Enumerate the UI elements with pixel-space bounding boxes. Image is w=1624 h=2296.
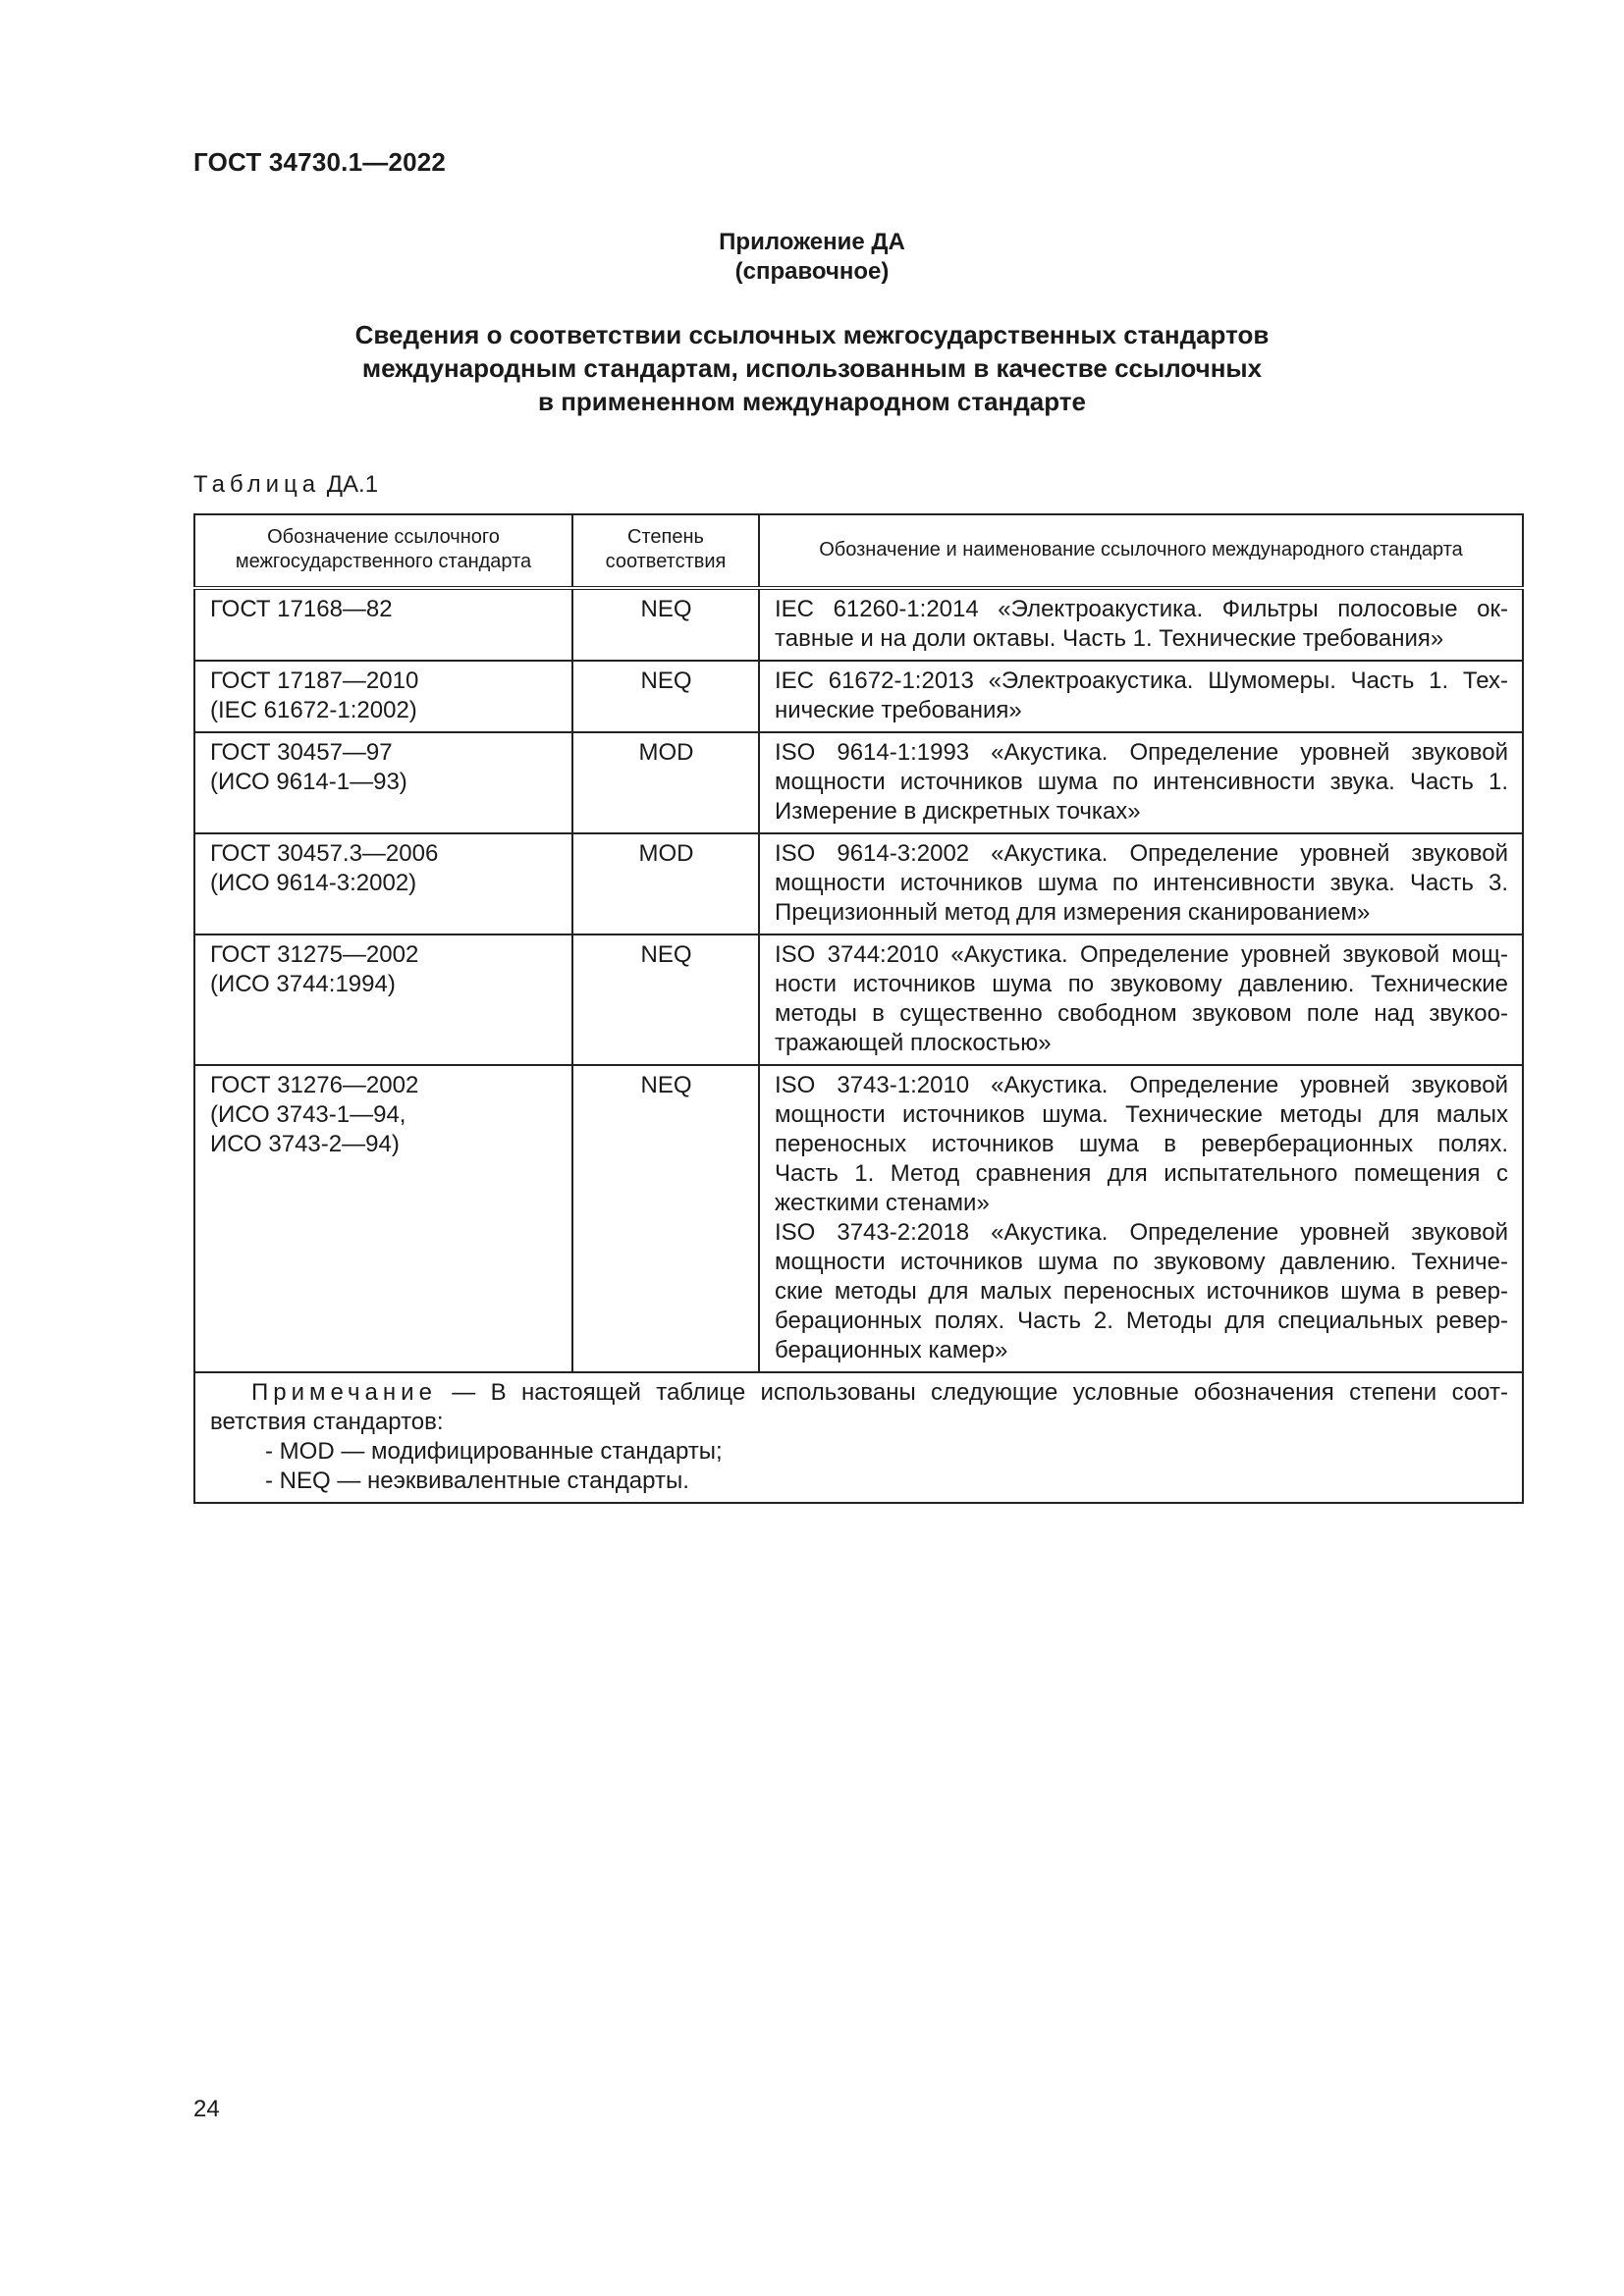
- note-text: [210, 1378, 1508, 1437]
- cell-designation: [194, 1065, 572, 1372]
- standard-line: берационных камер»: [775, 1337, 1008, 1363]
- standard-line: нические требования»: [775, 697, 1022, 723]
- designation-line: ГОСТ 31276—2002: [210, 1072, 419, 1098]
- designation-line: ГОСТ 30457—97: [210, 739, 393, 766]
- cell-degree: MOD: [572, 732, 759, 833]
- standard-line: жесткими стенами»: [775, 1190, 990, 1216]
- note-label: Примечание: [251, 1379, 437, 1406]
- standard-line: берационных полях. Часть 2. Методы для специальных ревер-: [775, 1308, 1508, 1334]
- designation-line: (ИСО 3743-1—94,: [210, 1101, 406, 1128]
- cell-designation: [194, 934, 572, 1065]
- page-number: 24: [193, 2096, 220, 2122]
- cell-international-standard: [759, 732, 1523, 833]
- note-item: - NEQ — неэквивалентные стандарты.: [265, 1468, 689, 1494]
- cell-international-standard: [759, 661, 1523, 732]
- cell-international-standard: [759, 588, 1523, 661]
- designation-line: (ИСО 9614-3:2002): [210, 870, 417, 896]
- table-label-number: ДА.1: [326, 471, 379, 498]
- cell-degree: NEQ: [572, 588, 759, 661]
- cell-degree: NEQ: [572, 934, 759, 1065]
- standard-line: методы в существенно свободном звуковом поле над звукоо-: [775, 1000, 1508, 1027]
- header-line: межгосударственного стандарта: [235, 551, 532, 572]
- cell-degree: NEQ: [572, 1065, 759, 1372]
- table-row: [194, 588, 1523, 661]
- standard-line: Часть 1. Метод сравнения для испытательного помещения с: [775, 1160, 1508, 1187]
- standard-line: ISO 9614-1:1993 «Акустика. Определение уровней звуковой: [775, 739, 1508, 766]
- standard-line: Прецизионный метод для измерения сканированием»: [775, 899, 1371, 926]
- appendix-label: Приложение ДА: [719, 229, 905, 255]
- standard-line: мощности источников шума. Технические методы для малых: [775, 1101, 1508, 1128]
- standard-line: ISO 3744:2010 «Акустика. Определение уровней звуковой мощ-: [775, 941, 1508, 968]
- table-note: [194, 1372, 1523, 1503]
- cell-international-standard: [759, 934, 1523, 1065]
- table-row: [194, 732, 1523, 833]
- cell-designation: [194, 732, 572, 833]
- table-label: [193, 471, 378, 499]
- standard-line: ISO 9614-3:2002 «Акустика. Определение уровней звуковой: [775, 840, 1508, 867]
- header-designation: [194, 514, 572, 588]
- header-line: Обозначение ссылочного: [267, 526, 500, 548]
- designation-line: ИСО 3743-2—94): [210, 1131, 400, 1157]
- appendix-heading: [0, 228, 1624, 287]
- standard-line: ности источников шума по звуковому давлению. Технические: [775, 971, 1508, 997]
- appendix-title: [0, 318, 1624, 418]
- header-international-standard: Обозначение и наименование ссылочного международного стандарта: [759, 514, 1523, 588]
- table-header-row: [194, 514, 1523, 588]
- designation-line: ГОСТ 30457.3—2006: [210, 840, 439, 867]
- cell-degree: MOD: [572, 833, 759, 934]
- standard-line: тавные и на доли октавы. Часть 1. Технические требования»: [775, 625, 1444, 652]
- standard-line: ские методы для малых переносных источников шума в ревер-: [775, 1278, 1508, 1305]
- appendix-type: (справочное): [734, 258, 890, 285]
- designation-line: (ИСО 9614-1—93): [210, 769, 407, 795]
- cell-designation: [194, 588, 572, 661]
- designation-line: ГОСТ 31275—2002: [210, 941, 419, 968]
- correspondence-table: [193, 513, 1524, 1504]
- table-row: [194, 934, 1523, 1065]
- table-row: [194, 661, 1523, 732]
- designation-line: (ИСО 3744:1994): [210, 971, 396, 997]
- note-item: - MOD — модифицированные стандарты;: [265, 1438, 723, 1465]
- standard-line: ISO 3743-1:2010 «Акустика. Определение уровней звуковой: [775, 1072, 1508, 1098]
- cell-international-standard: [759, 1065, 1523, 1372]
- standard-line: Измерение в дискретных точках»: [775, 798, 1141, 825]
- cell-designation: [194, 833, 572, 934]
- header-line: соответствия: [605, 551, 727, 572]
- standard-line: мощности источников шума по звуковому давлению. Техниче-: [775, 1249, 1508, 1275]
- standard-line: тражающей плоскостью»: [775, 1030, 1052, 1056]
- standard-line: IEC 61672-1:2013 «Электроакустика. Шумомеры. Часть 1. Тех-: [775, 667, 1508, 694]
- cell-international-standard: [759, 833, 1523, 934]
- cell-designation: [194, 661, 572, 732]
- title-line: Сведения о соответствии ссылочных межгосударственных стандартов: [354, 320, 1270, 349]
- cell-degree: NEQ: [572, 661, 759, 732]
- standard-line: мощности источников шума по интенсивности звука. Часть 1.: [775, 769, 1508, 795]
- table-note-row: [194, 1372, 1523, 1503]
- table-row: [194, 1065, 1523, 1372]
- table-label-word: Таблица: [193, 471, 321, 498]
- designation-line: ГОСТ 17168—82: [210, 596, 393, 622]
- designation-line: ГОСТ 17187—2010: [210, 667, 419, 694]
- designation-line: (IEC 61672-1:2002): [210, 697, 417, 723]
- header-line: Степень: [627, 526, 704, 548]
- title-line: международным стандартам, использованным в качестве ссылочных: [361, 353, 1263, 383]
- standard-line: мощности источников шума по интенсивности звука. Часть 3.: [775, 870, 1508, 896]
- standard-line: IEC 61260-1:2014 «Электроакустика. Фильтры полосовые ок-: [775, 596, 1508, 622]
- document-code: ГОСТ 34730.1—2022: [193, 147, 447, 177]
- title-line: в примененном международном стандарте: [538, 387, 1086, 416]
- note-body: — В настоящей таблице использованы следующие условные обозначения степени соот-ветствия стандартов:: [210, 1379, 1508, 1435]
- table-row: [194, 833, 1523, 934]
- standard-line: переносных источников шума в реверберационных полях.: [775, 1131, 1508, 1157]
- standard-line: ISO 3743-2:2018 «Акустика. Определение уровней звуковой: [775, 1219, 1508, 1246]
- header-degree: [572, 514, 759, 588]
